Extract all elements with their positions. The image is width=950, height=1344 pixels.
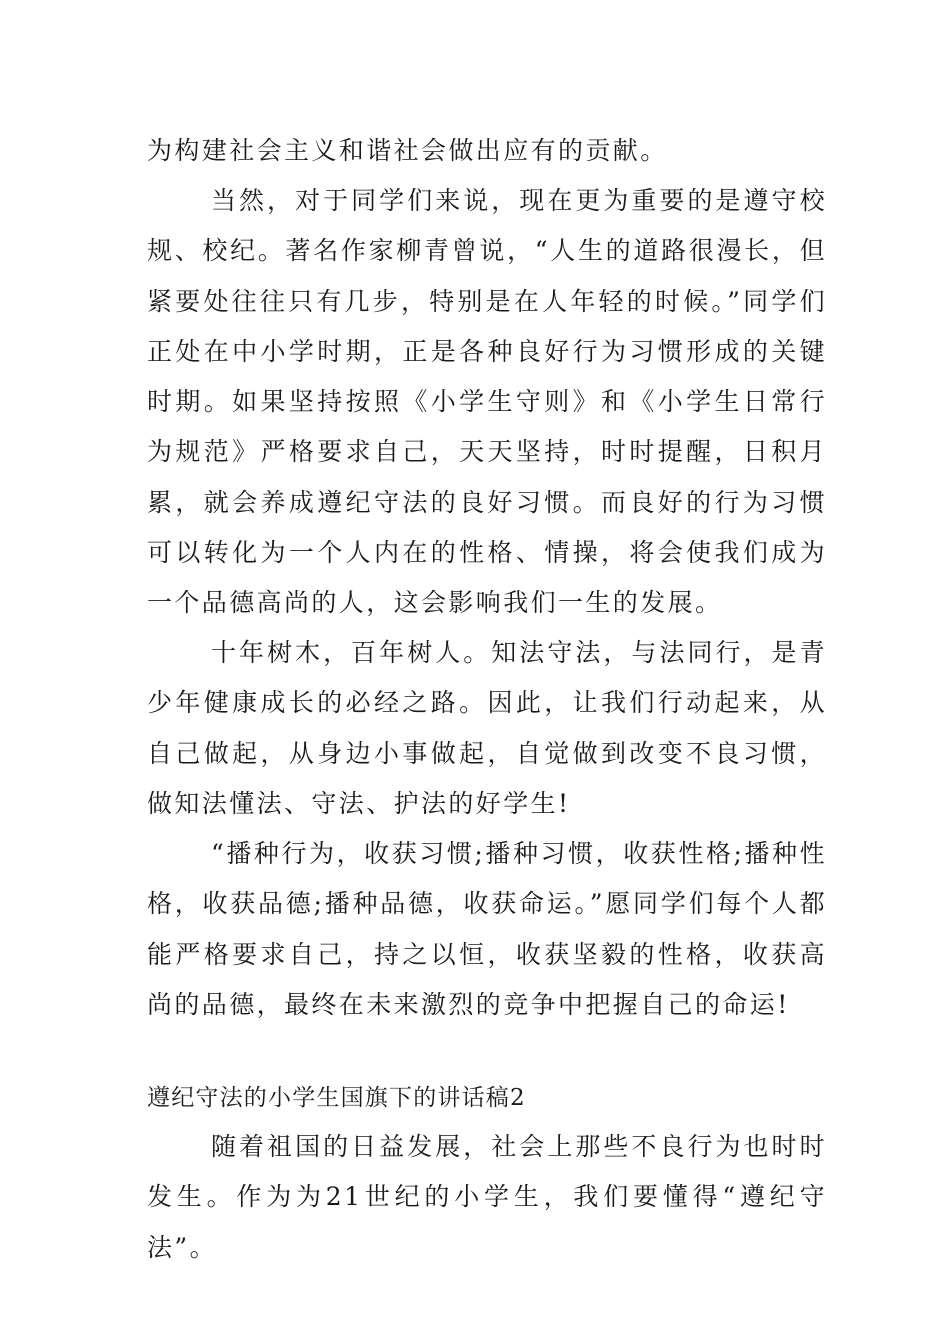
paragraph-know-law: 十年树木，百年树人。知法守法，与法同行，是青少年健康成长的必经之路。因此，让我们行动起来，从自己做起，从身边小事做起，自觉做到改变不良习惯，做知法懂法、守法、护法的好学生! — [147, 638, 827, 818]
section-heading: 遵纪守法的小学生国旗下的讲话稿2 — [147, 1085, 526, 1111]
paragraph-continuation: 为构建社会主义和谐社会做出应有的贡献。 — [147, 136, 668, 165]
paragraph-section-two-intro: 随着祖国的日益发展，社会上那些不良行为也时时发生。作为为21世纪的小学生，我们要懂得“遵纪守法”。 — [147, 1132, 827, 1262]
paragraph-quote: “播种行为，收获习惯;播种习惯，收获性格;播种性格，收获品德;播种品德，收获命运。”愿同学们每个人都能严格要求自己，持之以恒，收获坚毅的性格，收获高尚的品德，最终在未来激烈的竞争中把握自己的命运! — [147, 839, 827, 1019]
paragraph-school-rules: 当然，对于同学们来说，现在更为重要的是遵守校规、校纪。著名作家柳青曾说，“人生的道路很漫长，但紧要处往往只有几步，特别是在人年轻的时候。”同学们正处在中小学时期，正是各种良好行为习惯形成的关键时期。如果坚持按照《小学生守则》和《小学生日常行为规范》严格要求自己，天天坚持，时时提醒，日积月累，就会养成遵纪守法的良好习惯。而良好的行为习惯可以转化为一个人内在的性格、情操，将会使我们成为一个品德高尚的人，这会影响我们一生的发展。 — [147, 186, 827, 618]
